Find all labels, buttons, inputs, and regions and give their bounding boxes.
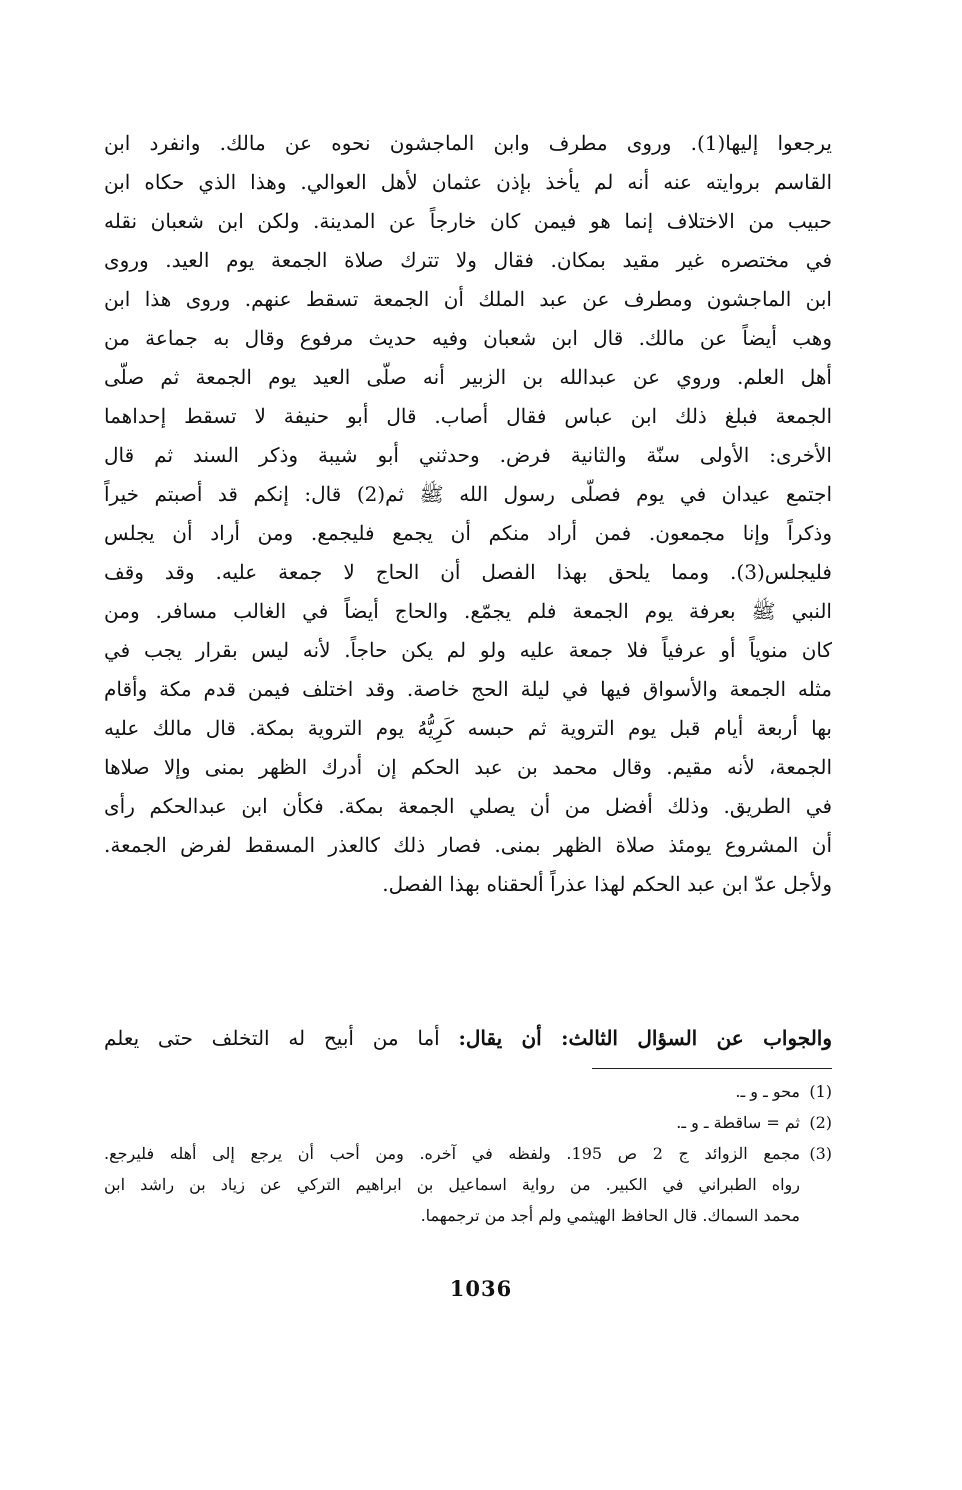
text-line: في مختصره غير مقيد بمكان. فقال ولا تترك صلاة الجمعة يوم العيد. وروى [104, 248, 832, 272]
text-line: الجمعة، لأنه مقيم. وقال محمد بن عبد الحكم إن أدرك الظهر بمنى وإلا صلاها [104, 755, 832, 779]
footnote-1 [104, 1076, 832, 1107]
text-line: مثله الجمعة والأسواق فيها في ليلة الحج خاصة. وقد اختلف فيمن قدم مكة وأقام [104, 677, 832, 701]
footnote-number: (1) [809, 1082, 832, 1101]
footnote-text [104, 1138, 800, 1231]
page-number: 1036 [449, 1276, 513, 1301]
text-line: الجمعة فبلغ ذلك ابن عباس فقال أصاب. قال أبو حنيفة لا تسقط إحداهما [104, 404, 832, 428]
text-line: في الطريق. وذلك أفضل من أن يصلي الجمعة بمكة. فكأن ابن عبدالحكم رأى [104, 794, 832, 818]
text-line: أن المشروع يومئذ صلاة الظهر بمنى. فصار ذلك كالعذر المسقط لفرض الجمعة. [104, 833, 832, 857]
footnote-text [104, 1107, 800, 1138]
main-text-block [104, 124, 832, 904]
text-line: الأخرى: الأولى سنّة والثانية فرض. وحدثني أبو شيبة وذكر السند ثم قال [104, 443, 832, 467]
text-line: يرجعوا إليها(1). وروى مطرف وابن الماجشون نحوه عن مالك. وانفرد ابن [104, 131, 832, 155]
text-line: وذكراً وإنا مجمعون. فمن أراد منكم أن يجمع فليجمع. ومن أراد أن يجلس [104, 521, 832, 545]
text-line: ابن الماجشون ومطرف عن عبد الملك أن الجمعة تسقط عنهم. وروى هذا ابن [104, 287, 832, 311]
text-line: بها أربعة أيام قبل يوم التروية ثم حبسه كَرِيُّهُ يوم التروية بمكة. قال مالك عليه [104, 716, 832, 740]
footnote-2 [104, 1107, 832, 1138]
text-line: فليجلس(3). ومما يلحق بهذا الفصل أن الحاج لا جمعة عليه. وقد وقف [104, 560, 832, 584]
text-line-last: ولأجل عدّ ابن عبد الحكم لهذا عذراً ألحقناه بهذا الفصل. [382, 872, 832, 896]
text-line: النبي ﷺ بعرفة يوم الجمعة فلم يجمّع. والحاج أيضاً في الغالب مسافر. ومن [104, 599, 832, 623]
footnote-number: (3) [809, 1144, 832, 1163]
footnote-line: مجمع الزوائد ج 2 ص 195. ولفظه في آخره. ومن أحب أن يرجع إلى أهله فليرجع. [104, 1144, 800, 1163]
text-line: القاسم بروايته عنه أنه لم يأخذ بإذن عثمان لأهل العوالي. وهذا الذي حكاه ابن [104, 170, 832, 194]
third-question-line [104, 1018, 832, 1058]
text-line: أهل العلم. وروي عن عبدالله بن الزبير أنه صلّى العيد يوم الجمعة ثم صلّى [104, 365, 832, 389]
footnote-line: ثم = ساقطة ـ و ـ. [676, 1113, 800, 1132]
footnote-text [104, 1076, 800, 1107]
footnote-3 [104, 1138, 832, 1231]
footnote-line: رواه الطبراني في الكبير. من رواية اسماعيل بن ابراهيم التركي عن زياد بن راشد ابن [104, 1175, 800, 1194]
text-line: وهب أيضاً عن مالك. قال ابن شعبان وفيه حديث مرفوع وقال به جماعة من [104, 326, 832, 350]
footnotes-block [104, 1076, 832, 1231]
footnote-line: محمد السماك. قال الحافظ الهيثمي ولم أجد من ترجمهما. [420, 1206, 800, 1225]
text-line: حبيب من الاختلاف إنما هو فيمن كان خارجاً عن المدينة. ولكن ابن شعبان نقله [104, 209, 832, 233]
question-rest: أما من أبيح له التخلف حتى يعلم [104, 1026, 459, 1050]
footnote-number: (2) [809, 1113, 832, 1132]
footnote-line: محو ـ و ـ. [735, 1082, 800, 1101]
text-line: كان منوياً أو عرفياً فلا جمعة عليه ولو لم يكن حاجاً. لأنه ليس بقرار يجب في [104, 638, 832, 662]
text-line: اجتمع عيدان في يوم فصلّى رسول الله ﷺ ثم(2) قال: إنكم قد أصبتم خيراً [104, 482, 832, 506]
question-lead: والجواب عن السؤال الثالث: أن يقال: [458, 1026, 832, 1050]
footnote-separator [592, 1068, 832, 1069]
